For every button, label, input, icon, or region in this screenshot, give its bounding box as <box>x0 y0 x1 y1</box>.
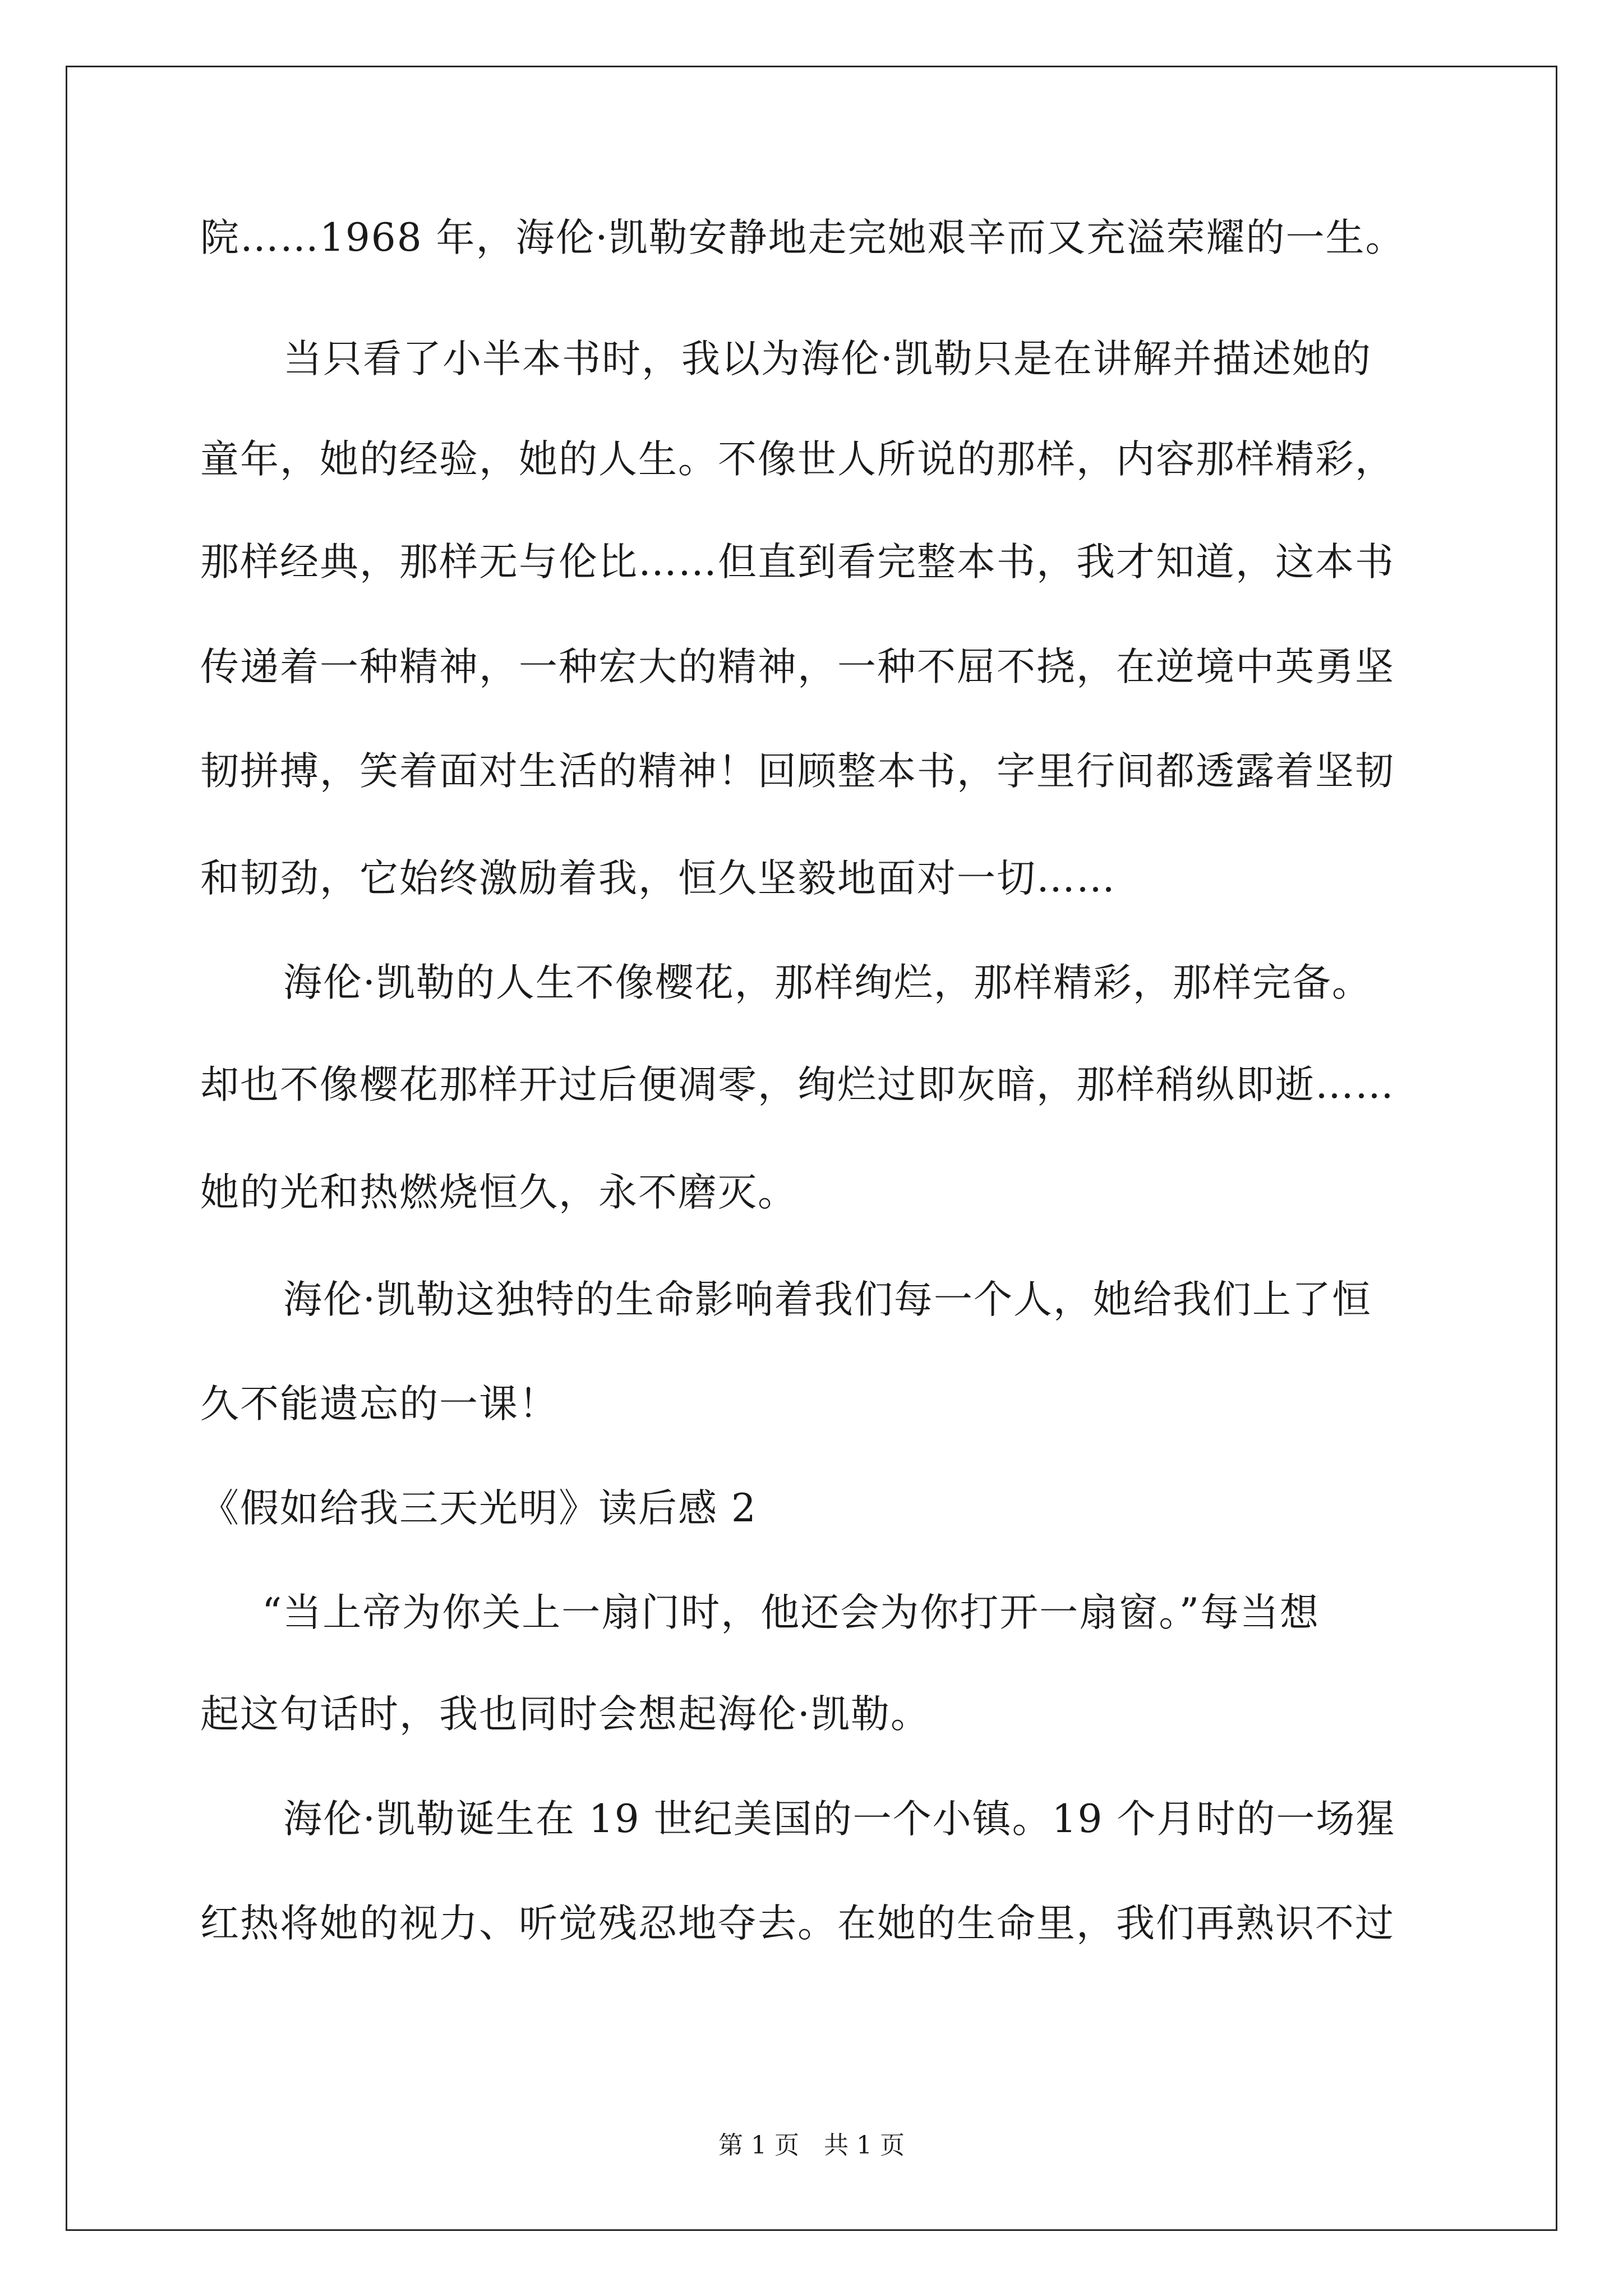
section-heading: 《假如给我三天光明》读后感 2 <box>200 1486 757 1531</box>
page-footer: 第 1 页 共 1 页 <box>718 2131 905 2160</box>
paragraph-first-line: 当只看了小半本书时，我以为海伦·凯勒只是在讲解并描述她的 <box>283 337 1372 381</box>
text-line: 和韧劲，它始终激励着我，恒久坚毅地面对一切…… <box>200 856 1116 901</box>
text-line: 那样经典，那样无与伦比……但直到看完整本书，我才知道，这本书 <box>200 540 1395 585</box>
text-line: 童年，她的经验，她的人生。不像世人所说的那样，内容那样精彩， <box>200 437 1395 482</box>
text-line: 起这句话时，我也同时会想起海伦·凯勒。 <box>200 1692 930 1737</box>
text-line: 红热将她的视力、听觉残忍地夺去。在她的生命里，我们再熟识不过 <box>200 1901 1395 1946</box>
text-line: 韧拼搏，笑着面对生活的精神！回顾整本书，字里行间都透露着坚韧 <box>200 749 1395 794</box>
text-line: 传递着一种精神，一种宏大的精神，一种不屈不挠，在逆境中英勇坚 <box>200 645 1395 689</box>
text-line: 她的光和热燃烧恒久，永不磨灭。 <box>200 1170 797 1215</box>
text-line: 院……1968 年，海伦·凯勒安静地走完她艰辛而又充溢荣耀的一生。 <box>200 215 1405 260</box>
paragraph-first-line: 海伦·凯勒这独特的生命影响着我们每一个人，她给我们上了恒 <box>283 1277 1372 1322</box>
paragraph-first-line: 海伦·凯勒的人生不像樱花，那样绚烂，那样精彩，那样完备。 <box>283 960 1372 1005</box>
paragraph-first-line: 海伦·凯勒诞生在 19 世纪美国的一个小镇。19 个月时的一场猩 <box>283 1797 1396 1842</box>
text-line: 却也不像樱花那样开过后便凋零，绚烂过即灰暗，那样稍纵即逝…… <box>200 1062 1395 1107</box>
paragraph-first-line: “当上帝为你关上一扇门时，他还会为你打开一扇窗。”每当想 <box>262 1590 1320 1635</box>
text-line: 久不能遗忘的一课！ <box>200 1382 559 1427</box>
